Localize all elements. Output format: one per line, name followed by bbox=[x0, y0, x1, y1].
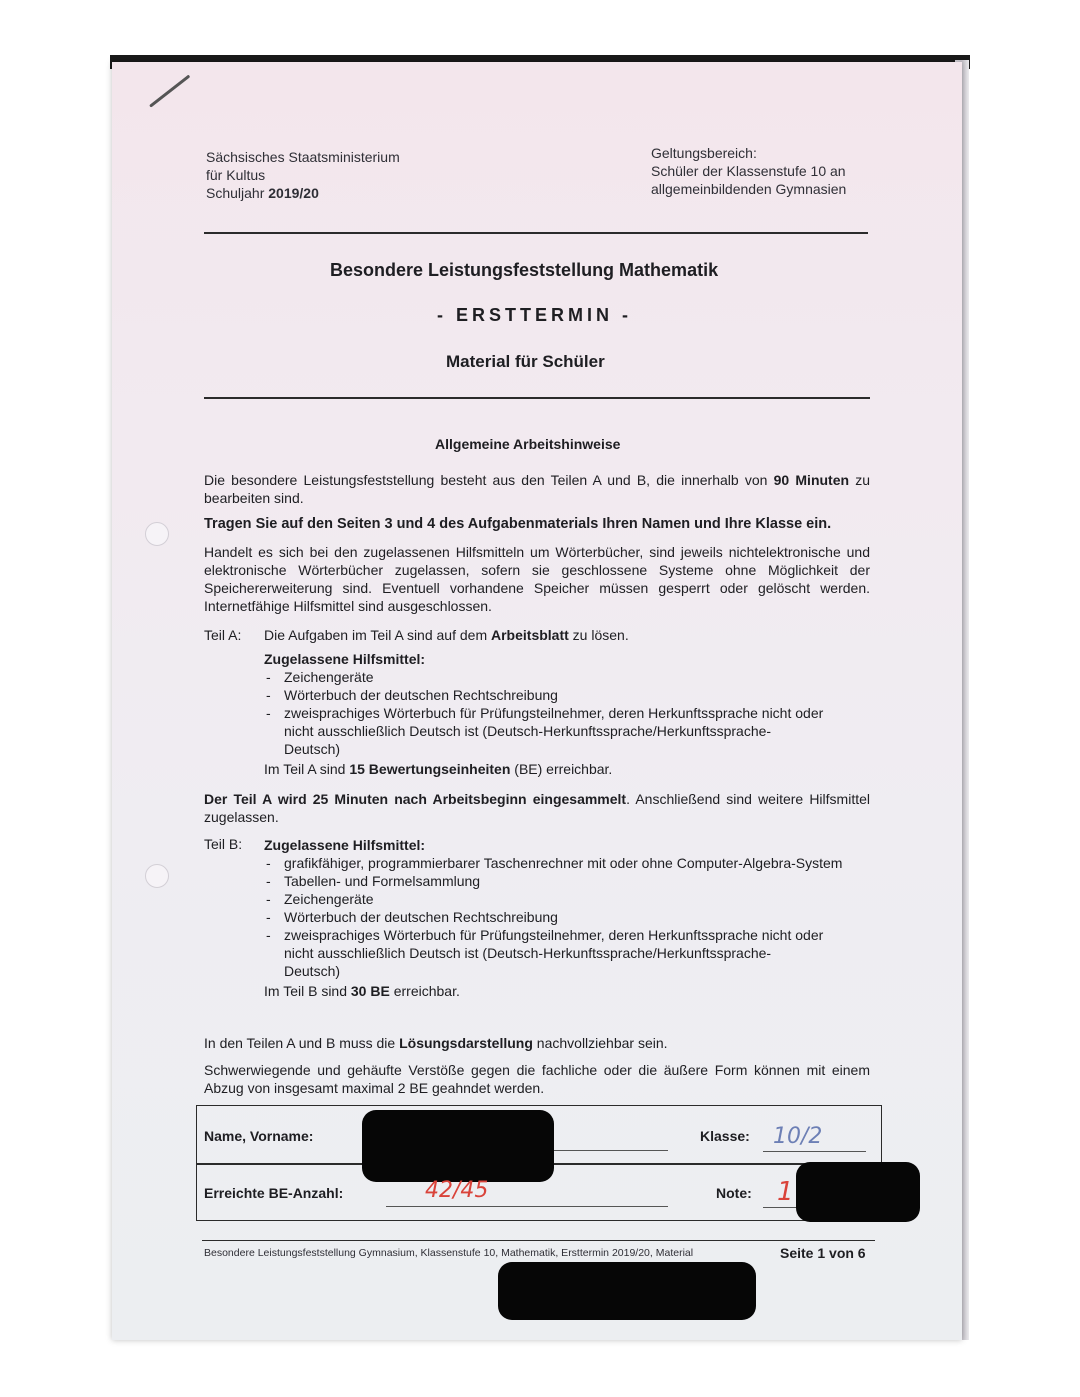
footer-divider bbox=[202, 1240, 875, 1241]
teil-a-aid: - Zeichengeräte bbox=[264, 668, 874, 686]
class-field[interactable] bbox=[763, 1151, 866, 1152]
school-year-value: 2019/20 bbox=[268, 185, 319, 201]
school-year bbox=[206, 184, 400, 202]
collect-note-bold: Der Teil A wird 25 Minuten nach Arbeitsbeginn eingesammelt bbox=[204, 791, 627, 807]
grade-label: Note: bbox=[716, 1185, 752, 1201]
teil-a-aids-heading: Zugelassene Hilfsmittel: bbox=[264, 651, 426, 667]
issuer-line-2: für Kultus bbox=[206, 167, 266, 183]
material-label: Material für Schüler bbox=[446, 352, 605, 371]
teil-b-points-suffix: erreichbar. bbox=[389, 983, 460, 999]
scope-line-1: Geltungsbereich: bbox=[651, 145, 757, 161]
scope-block bbox=[651, 144, 846, 198]
teil-b-aids bbox=[264, 836, 874, 1000]
teil-a-aid: - zweisprachiges Wörterbuch für Prüfungsteilnehmer, deren Herkunftssprache nicht oder nicht ausschließlich Deutsch ist (Deutsch-Herkunftssprache/Herkunftssprache-Deutsch) bbox=[264, 704, 824, 758]
intro-suffix: zu bearbeiten sind. bbox=[204, 472, 871, 506]
punch-hole-bottom bbox=[145, 864, 169, 888]
scope-line-2: Schüler der Klassenstufe 10 an bbox=[651, 163, 846, 179]
intro-duration: 90 Minuten bbox=[773, 472, 850, 488]
teil-a-aids bbox=[264, 650, 874, 778]
name-label: Name, Vorname: bbox=[204, 1128, 314, 1144]
punch-hole-top bbox=[145, 522, 169, 546]
class-label: Klasse: bbox=[700, 1128, 750, 1144]
solution-note bbox=[204, 1034, 870, 1052]
teil-b-points bbox=[264, 982, 874, 1000]
teil-b-points-prefix: Im Teil B sind bbox=[264, 983, 351, 999]
redaction-name bbox=[362, 1110, 554, 1182]
page-number: Seite 1 von 6 bbox=[780, 1245, 866, 1261]
teil-a-intro-prefix: Die Aufgaben im Teil A sind auf dem bbox=[264, 627, 491, 643]
points-value: 42/45 bbox=[425, 1178, 489, 1203]
intro-text: Die besondere Leistungsfeststellung besteht aus den Teilen A und B, die innerhalb von bbox=[204, 472, 768, 488]
teil-a-label: Teil A: bbox=[204, 627, 242, 643]
teil-a-intro bbox=[264, 627, 629, 643]
solution-note-bold: Lösungsdarstellung bbox=[399, 1035, 533, 1051]
solution-note-suffix: nachvollziehbar sein. bbox=[532, 1035, 668, 1051]
footer-text: Besondere Leistungsfeststellung Gymnasium, Klassenstufe 10, Mathematik, Ersttermin 2019/20, Material bbox=[204, 1247, 694, 1259]
points-label: Erreichte BE-Anzahl: bbox=[204, 1185, 344, 1201]
teil-b-aid: - Tabellen- und Formelsammlung bbox=[264, 872, 874, 890]
collect-note-rest: . Anschließend sind weitere Hilfsmittel zugelassen. bbox=[204, 791, 870, 825]
teil-a-points-prefix: Im Teil A sind bbox=[264, 761, 350, 777]
penalty-note: Schwerwiegende und gehäufte Verstöße gegen die fachliche oder die äußere Form können mit einem Abzug von insgesamt maximal 2 BE geahndet werden. bbox=[204, 1062, 870, 1096]
teil-a-points bbox=[264, 760, 874, 778]
class-value: 10/2 bbox=[773, 1124, 823, 1149]
issuer-block bbox=[206, 148, 400, 202]
teil-b-label: Teil B: bbox=[204, 836, 243, 852]
teil-b-aid: - grafikfähiger, programmierbarer Taschenrechner mit oder ohne Computer-Algebra-System bbox=[264, 854, 844, 872]
intro-paragraph bbox=[204, 471, 870, 507]
teil-a-aid: - Wörterbuch der deutschen Rechtschreibung bbox=[264, 686, 874, 704]
solution-note-prefix: In den Teilen A und B muss die bbox=[204, 1035, 400, 1051]
dictionary-note: Handelt es sich bei den zugelassenen Hilfsmitteln um Wörterbücher, sind jeweils nichtelektronische und elektronische Wörterbücher zugelassen, sofern sie geschlossene Systeme ohne Möglichkeit der Speichererweiterung sind. Eventuell vorhandene Speicher müssen gesperrt oder gelöscht werden. Internetfähige Hilfsmittel sind ausgeschlossen. bbox=[204, 544, 870, 614]
redaction-footer bbox=[498, 1262, 756, 1320]
points-field[interactable] bbox=[386, 1206, 668, 1207]
teil-a-points-bold: 15 Bewertungseinheiten bbox=[349, 761, 511, 777]
title-divider bbox=[204, 397, 870, 399]
teil-b-aids-heading: Zugelassene Hilfsmittel: bbox=[264, 837, 426, 853]
teil-b-aid: - Wörterbuch der deutschen Rechtschreibung bbox=[264, 908, 874, 926]
school-year-prefix: Schuljahr bbox=[206, 185, 269, 201]
grade-value: 1 bbox=[777, 1177, 794, 1207]
scope-line-3: allgemeinbildenden Gymnasien bbox=[651, 181, 847, 197]
teil-a-intro-suffix: zu lösen. bbox=[568, 627, 629, 643]
header-divider bbox=[204, 232, 868, 234]
collect-note bbox=[204, 790, 870, 826]
teil-b-aid: - Zeichengeräte bbox=[264, 890, 874, 908]
teil-b-points-bold: 30 BE bbox=[350, 983, 390, 999]
page-subtitle: - ERSTTERMIN - bbox=[437, 305, 632, 325]
teil-b-aid: - zweisprachiges Wörterbuch für Prüfungsteilnehmer, deren Herkunftssprache nicht oder nicht ausschließlich Deutsch ist (Deutsch-Herkunftssprache/Herkunftssprache-Deutsch) bbox=[264, 926, 824, 980]
page-title: Besondere Leistungsfeststellung Mathematik bbox=[330, 260, 719, 280]
teil-a-points-suffix: (BE) erreichbar. bbox=[510, 761, 613, 777]
name-instruction: Tragen Sie auf den Seiten 3 und 4 des Aufgabenmaterials Ihren Namen und Ihre Klasse ein. bbox=[204, 516, 832, 532]
redaction-grade bbox=[796, 1162, 920, 1222]
issuer-line-1: Sächsisches Staatsministerium bbox=[206, 149, 400, 165]
teil-a-intro-bold: Arbeitsblatt bbox=[491, 627, 569, 643]
section-heading: Allgemeine Arbeitshinweise bbox=[435, 436, 621, 452]
